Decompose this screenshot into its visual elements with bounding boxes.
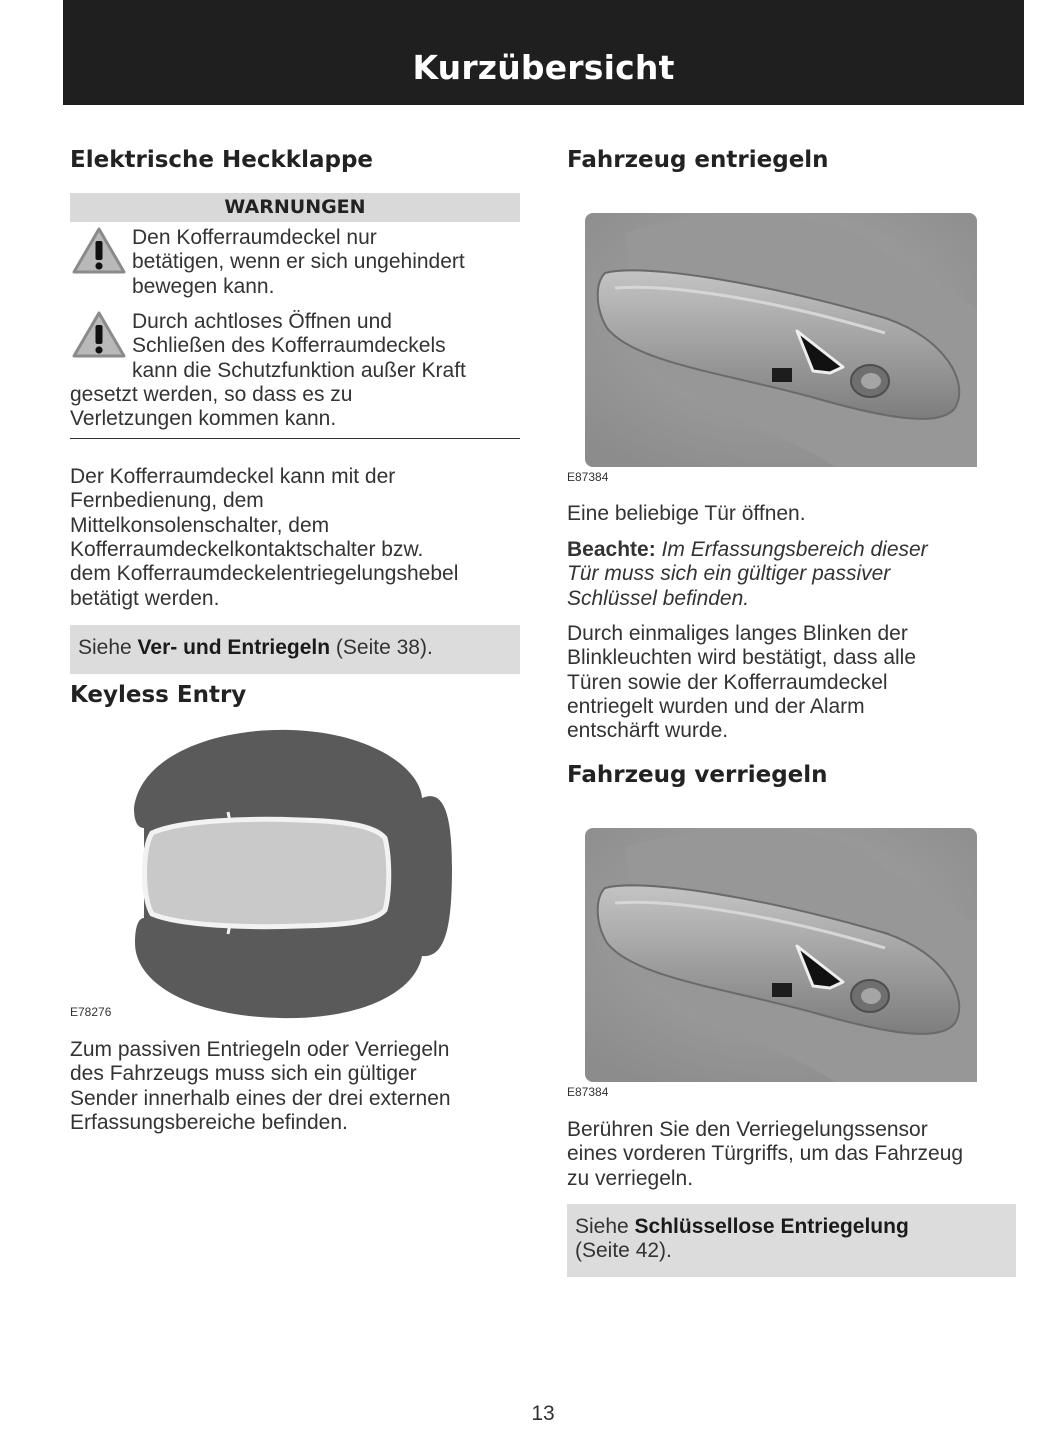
door-handle-lock-image bbox=[585, 828, 977, 1082]
warning-1-line-1: Den Kofferraumdeckel nur bbox=[132, 226, 377, 249]
warning-triangle-icon bbox=[71, 226, 127, 276]
keyless-entry-detection-zones-diagram bbox=[130, 728, 452, 1020]
cross-reference-link[interactable]: Schlüssellose Entriegelung bbox=[634, 1215, 909, 1238]
tailgate-body-line-4: Kofferraumdeckelkontaktschalter bzw. bbox=[70, 537, 424, 561]
unlock-body-line-1: Durch einmaliges langes Blinken der bbox=[567, 622, 908, 645]
unlock-note-line-1: Beachte: Im Erfassungsbereich dieser bbox=[567, 538, 928, 561]
warning-2-line-3: kann die Schutzfunktion außer Kraft bbox=[132, 358, 466, 382]
page-title: Kurzübersicht bbox=[412, 48, 675, 87]
keyless-body-line-3: Sender innerhalb eines der drei externen bbox=[70, 1086, 451, 1110]
tailgate-body-line-6: betätigt werden. bbox=[70, 586, 220, 610]
cross-reference-link[interactable]: Ver- und Entriegeln bbox=[137, 636, 331, 659]
lock-body-line-3: zu verriegeln. bbox=[567, 1166, 694, 1190]
page-number: 13 bbox=[531, 1402, 555, 1425]
warning-2-line-4: gesetzt werden, so dass es zu bbox=[70, 382, 353, 406]
lock-body-line-2: eines vorderen Türgriffs, um das Fahrzeug bbox=[567, 1142, 964, 1166]
keyless-body-line-4: Erfassungsbereiche befinden. bbox=[70, 1110, 348, 1134]
unlock-body-line-2: Blinkleuchten wird bestätigt, dass alle bbox=[567, 646, 917, 670]
keyless-body-line-1: Zum passiven Entriegeln oder Verriegeln bbox=[70, 1038, 450, 1061]
figure-code: E78276 bbox=[70, 1005, 112, 1019]
figure-code: E87384 bbox=[567, 1085, 609, 1099]
unlock-body-line-5: entschärft wurde. bbox=[567, 719, 729, 743]
warnings-divider bbox=[70, 438, 520, 439]
door-handle-unlock-image bbox=[585, 213, 977, 467]
unlock-body-line-3: Türen sowie der Kofferraumdeckel bbox=[567, 670, 888, 694]
warning-2-line-2: Schließen des Kofferraumdeckels bbox=[132, 334, 446, 358]
section-title-keyless-entry: Keyless Entry bbox=[70, 682, 247, 708]
section-title-tailgate: Elektrische Heckklappe bbox=[70, 147, 374, 173]
keyless-body-line-2: des Fahrzeugs muss sich ein gültiger bbox=[70, 1062, 417, 1086]
warning-2-line-5: Verletzungen kommen kann. bbox=[70, 407, 337, 431]
unlock-body-line-4: entriegelt wurden und der Alarm bbox=[567, 694, 865, 718]
figure-code: E87384 bbox=[567, 470, 609, 484]
section-title-lock: Fahrzeug verriegeln bbox=[567, 762, 828, 788]
tailgate-body-line-2: Fernbedienung, dem bbox=[70, 489, 264, 513]
cross-reference-note: Siehe Ver- und Entriegeln (Seite 38). bbox=[70, 625, 520, 674]
warning-1-line-2: betätigen, wenn er sich ungehindert bbox=[132, 250, 465, 274]
tailgate-body-line-5: dem Kofferraumdeckelentriegelungshebel bbox=[70, 562, 459, 586]
unlock-note-line-2: Tür muss sich ein gültiger passiver bbox=[567, 562, 891, 586]
tailgate-body-line-3: Mittelkonsolenschalter, dem bbox=[70, 513, 330, 537]
warning-1-line-3: bewegen kann. bbox=[132, 274, 275, 298]
cross-reference-note: Siehe Schlüssellose Entriegelung (Seite 42). bbox=[567, 1204, 1016, 1277]
tailgate-body-line-1: Der Kofferraumdeckel kann mit der bbox=[70, 465, 396, 488]
warnings-label: WARNUNGEN bbox=[70, 193, 520, 222]
unlock-step: Eine beliebige Tür öffnen. bbox=[567, 502, 806, 525]
lock-body-line-1: Berühren Sie den Verriegelungssensor bbox=[567, 1118, 928, 1141]
vehicle-outline bbox=[145, 819, 389, 926]
unlock-note-line-3: Schlüssel befinden. bbox=[567, 586, 750, 610]
warning-2-line-1: Durch achtloses Öffnen und bbox=[132, 310, 392, 333]
page-header-bar bbox=[63, 0, 1024, 105]
warning-triangle-icon bbox=[71, 310, 127, 360]
section-title-unlock: Fahrzeug entriegeln bbox=[567, 147, 829, 173]
